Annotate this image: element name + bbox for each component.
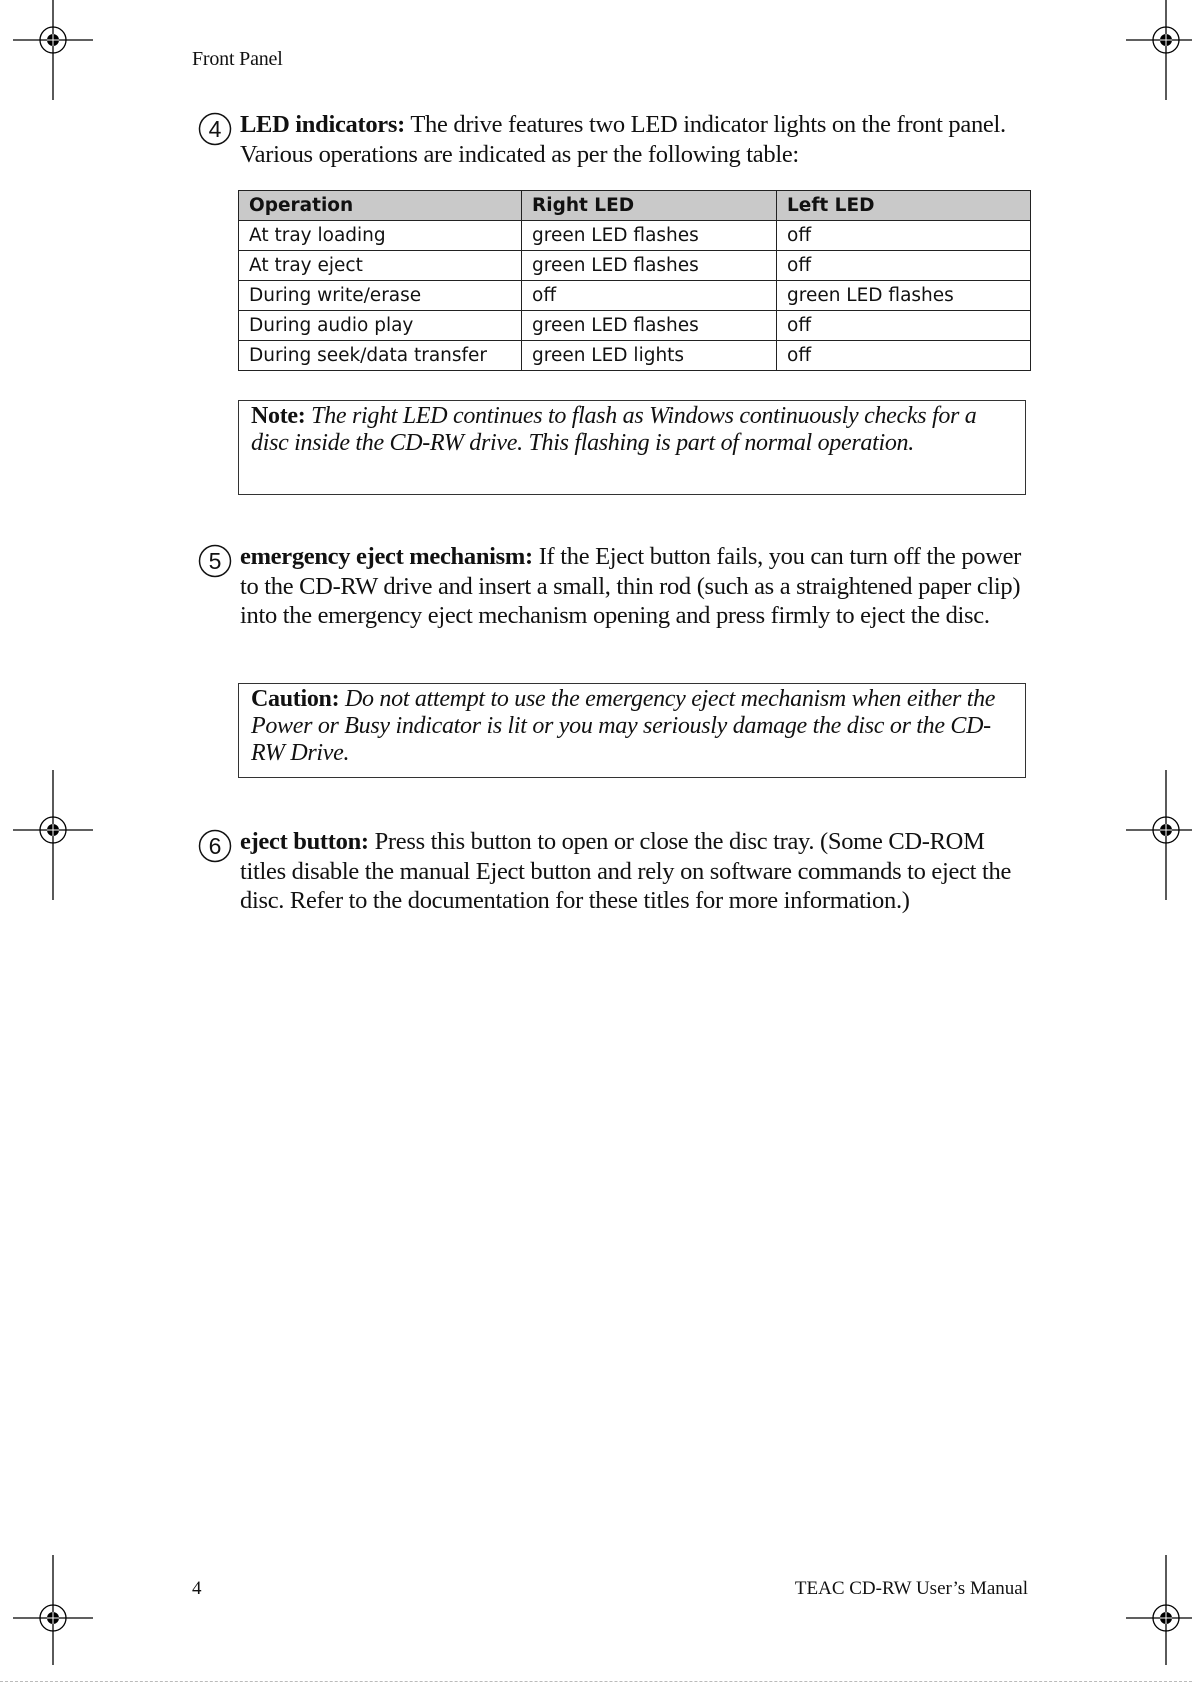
table-cell: During seek/data transfer: [239, 341, 522, 371]
registration-mark-middle-right: [1126, 770, 1192, 870]
page-number: 4: [192, 1578, 202, 1599]
circled-number-badge: [198, 112, 232, 146]
table-cell: off: [777, 221, 1031, 251]
table-cell: green LED flashes: [522, 311, 777, 341]
section-number: 5: [208, 548, 222, 574]
section-text: Press this button to open or close the disc tray. (Some CD-ROM titles disable the manual Eject button and rely on software commands to eject the disc. Refer to the documentation for these titles for more information.): [240, 828, 1012, 914]
section-text: The drive features two LED indicator lights on the front panel. Various operations are indicated as per the following table:: [240, 111, 1006, 168]
table-row: [239, 341, 1031, 371]
table-cell: During audio play: [239, 311, 522, 341]
table-row: [239, 221, 1031, 251]
section-term: LED indicators:: [240, 111, 405, 138]
footer-manual-title: TEAC CD-RW User’s Manual: [794, 1578, 1028, 1599]
table-cell: At tray eject: [239, 251, 522, 281]
section-term: emergency eject mechanism:: [240, 543, 533, 570]
table-cell: green LED flashes: [522, 251, 777, 281]
registration-mark-bottom-right: [1126, 1555, 1192, 1655]
table-row: [239, 311, 1031, 341]
table-cell: off: [777, 341, 1031, 371]
section-number: 4: [208, 116, 222, 142]
column-header-left-led: Left LED: [777, 191, 1031, 221]
circled-number-badge: [198, 544, 232, 578]
section-eject-button: [198, 827, 1028, 916]
caution-box: [238, 683, 1026, 778]
column-header-operation: Operation: [239, 191, 522, 221]
table-cell: green LED flashes: [777, 281, 1031, 311]
section-paragraph: [240, 110, 1028, 169]
section-text: If the Eject button fails, you can turn off the power to the CD-RW drive and insert a small, thin rod (such as a straightened paper clip) into the emergency eject mechanism opening and press firmly to eject the disc.: [240, 543, 1022, 629]
table-cell: off: [522, 281, 777, 311]
table-cell: green LED lights: [522, 341, 777, 371]
registration-mark-bottom-left: [13, 1555, 93, 1655]
section-number: 6: [208, 833, 222, 859]
page-bottom-divider: [0, 1681, 1192, 1682]
circled-number-badge: [198, 829, 232, 863]
running-header: Front Panel: [192, 48, 283, 70]
table-row: [239, 281, 1031, 311]
caution-label: Caution:: [251, 686, 340, 712]
table-cell: off: [777, 311, 1031, 341]
caution-text: Do not attempt to use the emergency eject mechanism when either the Power or Busy indicator is lit or you may seriously damage the disc or the CD-RW Drive.: [251, 686, 996, 766]
note-label: Note:: [251, 403, 306, 429]
table-cell: At tray loading: [239, 221, 522, 251]
section-led-indicators: [198, 110, 1028, 169]
section-paragraph: [240, 827, 1028, 916]
table-cell: off: [777, 251, 1031, 281]
column-header-right-led: Right LED: [522, 191, 777, 221]
section-term: eject button:: [240, 828, 369, 855]
led-table: [238, 190, 1031, 371]
section-emergency-eject: [198, 542, 1028, 631]
table-header-row: [239, 191, 1031, 221]
section-paragraph: [240, 542, 1028, 631]
registration-mark-middle-left: [13, 770, 93, 870]
table-cell: green LED flashes: [522, 221, 777, 251]
note-text: The right LED continues to flash as Windows continuously checks for a disc inside the CD-RW drive. This flashing is part of normal operation.: [251, 403, 977, 456]
registration-mark-top-right: [1126, 0, 1192, 100]
registration-mark-top-left: [13, 0, 93, 100]
note-box: [238, 400, 1026, 495]
table-row: [239, 251, 1031, 281]
table-cell: During write/erase: [239, 281, 522, 311]
